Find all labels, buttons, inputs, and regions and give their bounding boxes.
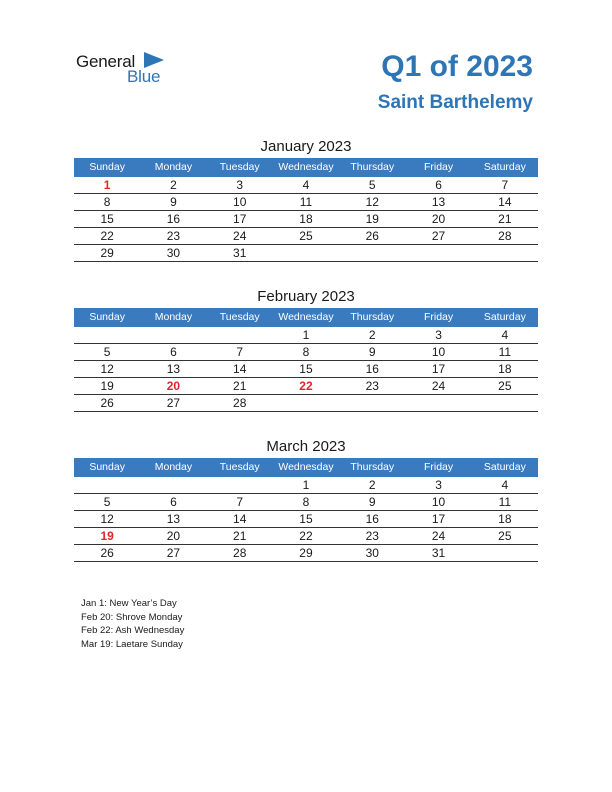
day-cell (273, 395, 339, 411)
day-cell: 19 (365, 212, 379, 226)
day-cell: 17 (431, 512, 446, 526)
day-cell: 18 (299, 212, 313, 226)
day-cell: 25 (299, 229, 313, 243)
week-row (74, 327, 538, 344)
weekday-label: Thursday (350, 461, 395, 473)
day-cell (207, 477, 273, 493)
weekday-label: Monday (154, 161, 193, 173)
day-cell: 12 (100, 512, 114, 526)
day-cell: 23 (166, 229, 181, 243)
day-cell (74, 327, 140, 343)
day-cell: 21 (233, 529, 247, 543)
logo-flag-icon (144, 52, 164, 68)
day-cell (472, 545, 538, 561)
day-cell: 24 (431, 529, 446, 543)
day-cell: 14 (233, 512, 247, 526)
day-cell: 12 (365, 195, 379, 209)
day-cell: 21 (233, 379, 247, 393)
weekday-label: Wednesday (278, 311, 334, 323)
logo-word-blue: Blue (127, 67, 161, 86)
day-cell: 10 (233, 195, 247, 209)
weekday-label: Sunday (89, 311, 125, 323)
weekday-label: Thursday (350, 161, 395, 173)
day-cell: 17 (431, 362, 446, 376)
holiday-day-cell: 1 (103, 178, 111, 192)
holiday-note: Jan 1: New Year’s Day (81, 598, 177, 609)
day-cell: 24 (233, 229, 247, 243)
day-cell: 5 (103, 345, 111, 359)
weekday-label: Wednesday (278, 461, 334, 473)
day-cell: 27 (166, 546, 181, 560)
day-cell: 26 (365, 229, 379, 243)
weekday-label: Monday (154, 311, 193, 323)
day-cell: 5 (103, 495, 111, 509)
week-row (74, 378, 538, 395)
week-row (74, 494, 538, 511)
holiday-day-cell: 20 (166, 379, 181, 393)
day-cell: 8 (103, 195, 111, 209)
weekday-label: Tuesday (219, 311, 260, 323)
day-cell: 29 (299, 546, 313, 560)
weekday-label: Saturday (483, 311, 526, 323)
day-cell: 16 (365, 362, 379, 376)
day-cell (339, 245, 405, 261)
week-row (74, 361, 538, 378)
day-cell: 25 (498, 379, 512, 393)
day-cell: 24 (431, 379, 446, 393)
week-row (74, 194, 538, 211)
week-row (74, 211, 538, 228)
day-cell (273, 245, 339, 261)
day-cell: 6 (435, 178, 442, 192)
day-cell: 6 (170, 345, 177, 359)
holiday-note: Feb 20: Shrove Monday (81, 611, 183, 623)
holiday-note: Mar 19: Laetare Sunday (81, 638, 183, 650)
logo-word-general: General (76, 52, 136, 71)
day-cell: 19 (100, 379, 114, 393)
weekday-label: Saturday (483, 461, 526, 473)
week-row (74, 395, 538, 412)
day-cell: 11 (498, 495, 512, 509)
day-cell: 18 (498, 512, 512, 526)
day-cell: 26 (100, 546, 114, 560)
weekday-header-row (74, 158, 538, 177)
day-cell: 28 (498, 229, 512, 243)
weekday-label: Monday (154, 461, 193, 473)
month-calendar-january (74, 136, 538, 262)
weekday-label: Tuesday (219, 461, 260, 473)
day-cell: 3 (435, 478, 442, 492)
day-cell: 1 (302, 478, 310, 492)
holiday-notes (81, 597, 184, 651)
day-cell: 6 (170, 495, 177, 509)
day-cell (207, 327, 273, 343)
holiday-day-cell: 22 (299, 379, 313, 393)
day-cell: 15 (100, 212, 114, 226)
day-cell: 5 (368, 178, 376, 192)
day-cell: 8 (302, 495, 310, 509)
day-cell (140, 327, 206, 343)
day-cell (74, 477, 140, 493)
week-row (74, 528, 538, 545)
day-cell: 27 (166, 396, 181, 410)
day-cell (472, 395, 538, 411)
month-title: March 2023 (266, 438, 346, 455)
week-row (74, 545, 538, 562)
day-cell: 10 (431, 345, 446, 359)
day-cell: 25 (498, 529, 512, 543)
day-cell: 7 (236, 345, 244, 359)
day-cell: 12 (100, 362, 114, 376)
day-cell: 1 (302, 328, 310, 342)
weekday-header-row (74, 308, 538, 327)
weekday-label: Sunday (89, 161, 125, 173)
day-cell: 27 (431, 229, 446, 243)
weekday-label: Friday (423, 311, 454, 323)
month-title: January 2023 (260, 138, 352, 155)
day-cell: 23 (365, 529, 379, 543)
day-cell: 7 (236, 495, 244, 509)
week-row (74, 344, 538, 361)
day-cell: 28 (233, 396, 247, 410)
day-cell: 22 (100, 229, 114, 243)
day-cell: 13 (166, 362, 181, 376)
day-cell: 10 (431, 495, 446, 509)
day-cell: 29 (100, 246, 114, 260)
day-cell: 30 (166, 246, 181, 260)
day-cell: 3 (236, 178, 244, 192)
day-cell: 30 (365, 546, 379, 560)
weekday-label: Tuesday (219, 161, 260, 173)
day-cell (140, 477, 206, 493)
month-calendar-february (74, 286, 538, 412)
day-cell (405, 395, 471, 411)
day-cell: 28 (233, 546, 247, 560)
day-cell: 14 (498, 195, 512, 209)
logo (76, 52, 176, 88)
page-subtitle: Saint Barthelemy (377, 92, 533, 113)
weekday-label: Saturday (483, 161, 526, 173)
week-row (74, 228, 538, 245)
day-cell: 7 (501, 178, 509, 192)
weekday-header-row (74, 458, 538, 477)
day-cell: 23 (365, 379, 379, 393)
day-cell: 9 (368, 495, 376, 509)
day-cell: 18 (498, 362, 512, 376)
day-cell (472, 245, 538, 261)
page-title: Q1 of 2023 (381, 50, 533, 83)
day-cell: 3 (435, 328, 442, 342)
day-cell: 17 (233, 212, 247, 226)
day-cell: 16 (365, 512, 379, 526)
day-cell: 11 (498, 345, 512, 359)
holiday-day-cell: 19 (100, 529, 114, 543)
day-cell: 14 (233, 362, 247, 376)
day-cell: 13 (431, 195, 446, 209)
day-cell: 2 (368, 478, 376, 492)
day-cell: 4 (302, 178, 310, 192)
weekday-label: Friday (423, 461, 454, 473)
week-row (74, 477, 538, 494)
day-cell: 9 (368, 345, 376, 359)
holiday-note: Feb 22: Ash Wednesday (81, 625, 185, 636)
week-row (74, 245, 538, 262)
day-cell: 15 (299, 512, 313, 526)
day-cell: 16 (166, 212, 181, 226)
day-cell: 26 (100, 396, 114, 410)
weekday-label: Friday (423, 161, 454, 173)
day-cell (405, 245, 471, 261)
day-cell: 8 (302, 345, 310, 359)
day-cell: 13 (166, 512, 181, 526)
day-cell: 2 (368, 328, 376, 342)
day-cell: 21 (498, 212, 512, 226)
weekday-label: Wednesday (278, 161, 334, 173)
weekday-label: Sunday (89, 461, 125, 473)
day-cell: 15 (299, 362, 313, 376)
day-cell: 2 (170, 178, 177, 192)
day-cell: 22 (299, 529, 313, 543)
day-cell: 4 (501, 328, 509, 342)
day-cell (339, 395, 405, 411)
day-cell: 20 (431, 212, 446, 226)
week-row (74, 511, 538, 528)
day-cell: 20 (166, 529, 181, 543)
day-cell: 9 (170, 195, 177, 209)
month-title: February 2023 (257, 288, 355, 305)
month-calendar-march (74, 436, 538, 562)
weekday-label: Thursday (350, 311, 395, 323)
day-cell: 11 (299, 195, 313, 209)
week-row (74, 177, 538, 194)
day-cell: 31 (233, 246, 247, 260)
day-cell: 31 (431, 546, 446, 560)
day-cell: 4 (501, 478, 509, 492)
